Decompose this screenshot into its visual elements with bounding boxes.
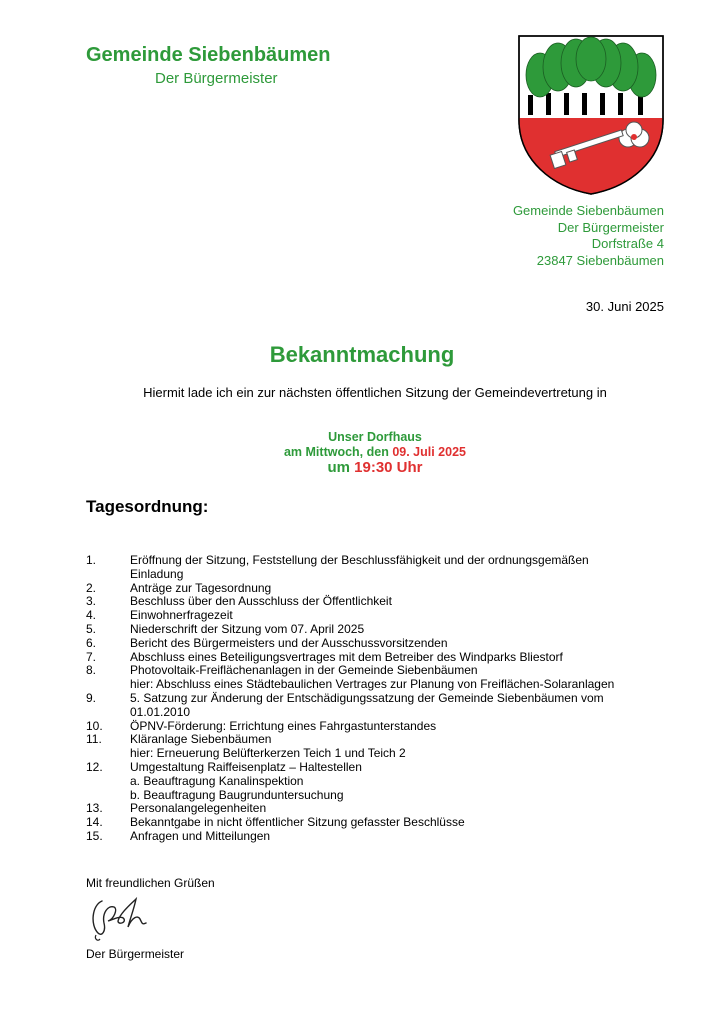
signer-title: Der Bürgermeister (86, 947, 185, 961)
agenda-item (86, 830, 646, 844)
address-line: 23847 Siebenbäumen (536, 252, 664, 268)
venue-time (0, 460, 724, 475)
agenda-item-text: Kläranlage Siebenbäumen (130, 732, 272, 747)
agenda-item (86, 554, 646, 582)
address-line: Der Bürgermeister (557, 219, 664, 235)
agenda-item-number: 5. (86, 621, 97, 636)
venue-time-value: 19:30 Uhr (354, 459, 423, 476)
agenda-item-number: 9. (86, 690, 97, 705)
venue-date-prefix: am Mittwoch, den (283, 445, 393, 459)
agenda-item (86, 761, 646, 802)
agenda-item (86, 664, 646, 692)
agenda-item-number: 6. (86, 635, 97, 650)
agenda-item (86, 595, 646, 609)
agenda-item-text: Einwohnerfragezeit (130, 608, 233, 623)
address-line: Dorfstraße 4 (591, 236, 664, 251)
agenda-item-number: 1. (86, 553, 97, 567)
agenda-item (86, 733, 646, 761)
agenda-item (86, 651, 646, 665)
agenda-item-text: Niederschrift der Sitzung vom 07. April 2025 (130, 621, 365, 636)
agenda-item (86, 692, 646, 720)
agenda-item-number: 8. (86, 663, 97, 678)
agenda-item (86, 609, 646, 623)
agenda-item (86, 816, 646, 830)
agenda-item-number: 4. (86, 608, 97, 623)
meeting-venue (0, 430, 724, 475)
signature-icon (88, 895, 158, 943)
agenda-item-text: hier: Abschluss eines Städtebaulichen Vertrages zur Planung von Freiflächen-Solaranlagen (130, 677, 615, 692)
agenda-item-text: ÖPNV-Förderung: Errichtung eines Fahrgastunterstandes (130, 718, 437, 733)
document-title: Bekanntmachung (269, 342, 455, 367)
agenda-item-text: Anträge zur Tagesordnung (130, 580, 272, 595)
agenda-item-text: Bekanntgabe in nicht öffentlicher Sitzung gefasster Beschlüsse (130, 815, 465, 830)
agenda-item-number: 15. (86, 828, 103, 843)
agenda-item-text: Umgestaltung Raiffeisenplatz – Haltestellen (130, 759, 362, 774)
agenda-item (86, 637, 646, 651)
agenda-item-text: Abschluss eines Beteiligungsvertrages mit dem Betreiber des Windparks Bliestorf (130, 649, 563, 664)
agenda-item-text: Anfragen und Mitteilungen (130, 828, 271, 843)
agenda-item (86, 623, 646, 637)
municipality-title: Gemeinde Siebenbäumen (86, 44, 331, 66)
letter-date: 30. Juni 2025 (585, 299, 664, 314)
agenda-item-text: 01.01.2010 (130, 704, 191, 719)
agenda-item-text: Beschluss über den Ausschluss der Öffentlichkeit (130, 594, 392, 609)
agenda-item-number: 10. (86, 718, 103, 733)
coat-of-arms-icon (518, 35, 664, 195)
agenda-item-text: b. Beauftragung Baugrunduntersuchung (130, 787, 344, 802)
sender-address (513, 203, 664, 269)
agenda-item-text: a. Beauftragung Kanalinspektion (130, 773, 304, 788)
agenda-item-number: 3. (86, 594, 97, 609)
agenda-item-number: 11. (86, 732, 102, 747)
agenda-item (86, 802, 646, 816)
agenda-item (86, 582, 646, 596)
agenda-item-number: 7. (86, 649, 97, 664)
agenda-item-text: Eröffnung der Sitzung, Feststellung der Beschlussfähigkeit und der ordnungsgemäßen (130, 553, 589, 567)
venue-place: Unser Dorfhaus (328, 430, 422, 444)
agenda-item-number: 14. (86, 815, 103, 830)
venue-date (0, 445, 724, 460)
closing-text: Mit freundlichen Grüßen (86, 876, 215, 890)
agenda-item-text: hier: Erneuerung Belüfterkerzen Teich 1 und Teich 2 (130, 746, 406, 761)
agenda-item-text: Photovoltaik-Freiflächenanlagen in der Gemeinde Siebenbäumen (130, 663, 478, 678)
agenda-list (86, 554, 646, 844)
venue-date-value: 09. Juli 2025 (392, 445, 466, 459)
intro-text: Hiermit lade ich ein zur nächsten öffentlichen Sitzung der Gemeindevertretung in (143, 385, 607, 400)
agenda-item-number: 12. (86, 759, 103, 774)
address-line: Gemeinde Siebenbäumen (512, 203, 664, 218)
agenda-item-text: Einladung (130, 566, 184, 581)
agenda-item-text: Personalangelegenheiten (130, 801, 267, 816)
agenda-heading: Tagesordnung: (86, 497, 209, 516)
agenda-item (86, 720, 646, 734)
agenda-item-text: 5. Satzung zur Änderung der Entschädigungssatzung der Gemeinde Siebenbäumen vom (130, 690, 604, 705)
agenda-item-number: 2. (86, 580, 97, 595)
office-subtitle: Der Bürgermeister (155, 70, 278, 87)
agenda-item-number: 13. (86, 801, 103, 816)
agenda-item-text: Bericht des Bürgermeisters und der Ausschussvorsitzenden (130, 635, 448, 650)
venue-time-prefix: um (327, 459, 355, 476)
